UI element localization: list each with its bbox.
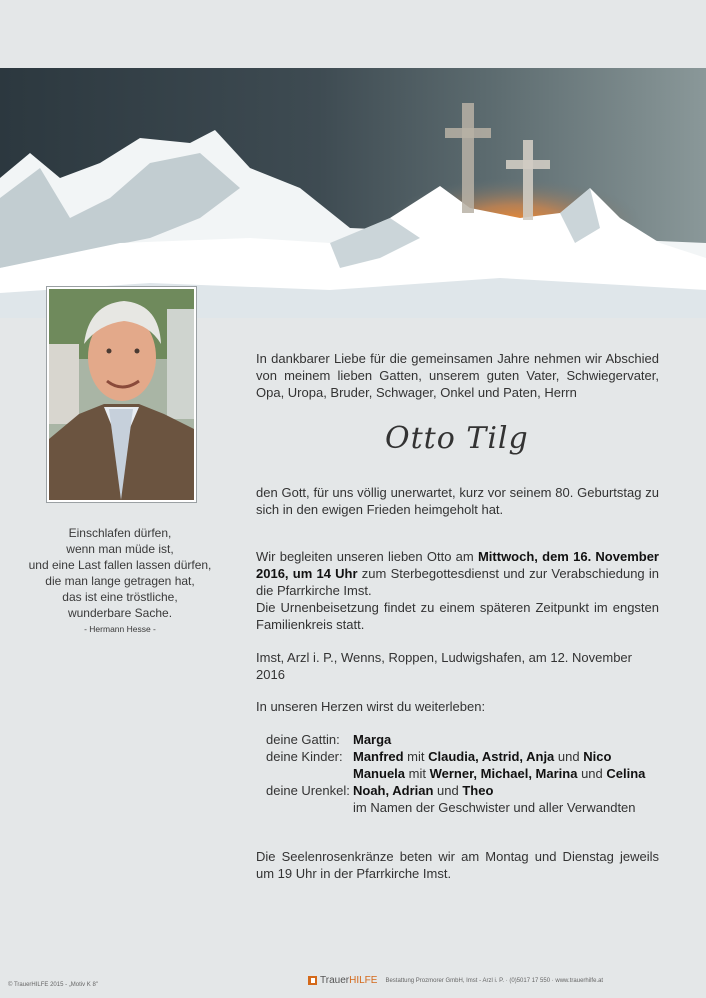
logo-part: Trauer <box>320 975 350 986</box>
family-row-siblings <box>256 799 676 816</box>
siblings-line: im Namen der Geschwister und aller Verwandten <box>353 800 636 815</box>
death-paragraph: den Gott, für uns völlig unerwartet, kurz vor seinem 80. Geburtstag zu sich in den ewigen Frieden heimgeholt hat. <box>256 485 659 517</box>
quote-line: und eine Last fallen lassen dürfen, <box>28 558 212 572</box>
family-label: deine Kinder: <box>266 749 343 764</box>
trauerhilfe-logo-icon <box>308 976 317 985</box>
portrait-photo <box>46 286 197 503</box>
mountain-banner <box>0 68 706 318</box>
family-label: deine Urenkel: <box>266 783 350 798</box>
hearts-line: In unseren Herzen wirst du weiterleben: <box>256 699 486 714</box>
great-grandchild-names: Theo <box>462 783 494 798</box>
child-name: Manfred <box>353 749 404 764</box>
quote-line: die man lange getragen hat, <box>45 574 195 588</box>
imprint-text: Bestattung Prozmorer GmbH, Imst - Arzl i. P. · (0)5017 17 550 · www.trauerhilfe.at <box>385 977 604 984</box>
logo-part: HILFE <box>349 975 378 986</box>
rosary-paragraph: Die Seelenrosenkränze beten wir am Montag und Dienstag jeweils um 19 Uhr in der Pfarrkirche Imst. <box>256 849 659 881</box>
funeral-date: Mittwoch, dem 16. November 2016, um 14 Uhr <box>256 549 659 581</box>
footer-imprint <box>308 975 603 986</box>
quote-author: - Hermann Hesse - <box>84 624 156 634</box>
connector: und <box>577 766 607 781</box>
family-label: deine Gattin: <box>266 732 340 747</box>
family-row-great <box>256 782 676 799</box>
in-law-names: Werner, Michael, Marina <box>429 766 578 781</box>
connector: und <box>554 749 584 764</box>
funeral-paragraph <box>256 548 659 599</box>
footer-copyright: © TrauerHILFE 2015 - „Motiv K 8" <box>8 982 98 988</box>
intro-paragraph: In dankbarer Liebe für die gemeinsamen Jahre nehmen wir Abschied von meinem lieben Gatten, unserem guten Vater, Schwiegervater, Opa, Uropa, Bruder, Schwager, Onkel und Paten, Herrn <box>256 351 659 400</box>
funeral-text: zum Sterbegottesdienst und zur Verabschiedung in die Pfarrkirche Imst. <box>256 566 659 598</box>
quote-line: das ist eine tröstliche, <box>62 590 178 604</box>
trauerhilfe-logo <box>320 975 377 986</box>
in-law-names: Claudia, Astrid, Anja <box>428 749 555 764</box>
hesse-quote <box>20 525 220 636</box>
family-row-children-2 <box>256 765 676 782</box>
quote-line: wenn man müde ist, <box>66 542 174 556</box>
family-row-wife <box>256 731 676 748</box>
family-list <box>256 731 676 816</box>
child-name: Manuela <box>353 766 406 781</box>
in-law-names: Celina <box>606 766 646 781</box>
funeral-text: Wir begleiten unseren lieben Otto am <box>256 549 478 564</box>
place-date: Imst, Arzl i. P., Wenns, Roppen, Ludwigshafen, am 12. November 2016 <box>256 650 632 682</box>
deceased-name: Otto Tilg <box>385 421 529 456</box>
in-law-names: Nico <box>583 749 612 764</box>
quote-line: Einschlafen dürfen, <box>68 526 172 540</box>
great-grandchild-names: Noah, Adrian <box>353 783 434 798</box>
connector: mit <box>405 766 430 781</box>
connector: mit <box>403 749 429 764</box>
connector: und <box>433 783 463 798</box>
quote-line: wunderbare Sache. <box>67 606 173 620</box>
wife-name: Marga <box>353 732 392 747</box>
urn-paragraph: Die Urnenbeisetzung findet zu einem späteren Zeitpunkt im engsten Familienkreis statt. <box>256 600 659 632</box>
family-row-children <box>256 748 676 765</box>
